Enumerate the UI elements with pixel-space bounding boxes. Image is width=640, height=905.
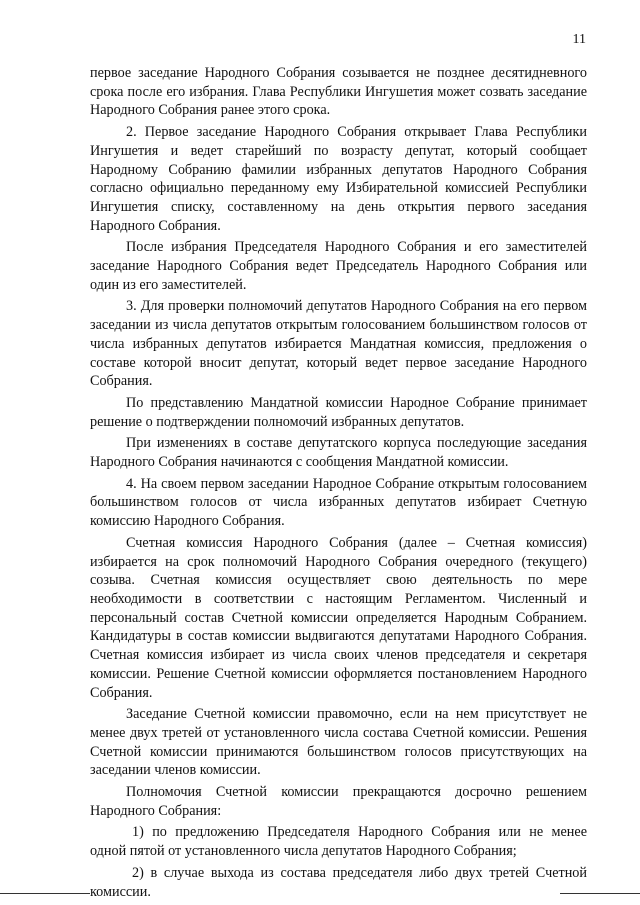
paragraph: При изменениях в составе депутатского корпуса последующие заседания Народного Собрания начинаются с сообщения Мандатной комиссии.: [90, 435, 587, 471]
paragraph: Счетная комиссия Народного Собрания (далее – Счетная комиссия) избирается на срок полномочий Народного Собрания очередного (текущего) созыва. Счетная комиссия осуществляет свою деятельность по мере необходимости в соответствии с настоящим Регламентом. Численный и персональный состав Счетной комиссии определяется Народным Собранием. Кандидатуры в состав комиссии выдвигаются депутатами Народного Собрания. Счетная комиссия избирает из числа своих членов председателя и секретаря комиссии. Решение Счетной комиссии оформляется постановлением Народного Собрания.: [90, 534, 587, 701]
paragraph: 3. Для проверки полномочий депутатов Народного Собрания на его первом заседании из числа депутатов открытым голосованием большинством голосов от числа избранных депутатов избирается Мандатная комиссия, предложения о составе которой вносит депутат, который ведет первое заседание Народного Собрания.: [90, 298, 587, 390]
paragraph: Полномочия Счетной комиссии прекращаются досрочно решением Народного Собрания:: [90, 784, 587, 819]
scan-edge-line: [560, 893, 640, 894]
paragraph: По представлению Мандатной комиссии Народное Собрание принимает решение о подтверждении полномочий избранных депутатов.: [90, 394, 587, 430]
paragraph: 4. На своем первом заседании Народное Собрание открытым голосованием большинством голосов от числа избранных депутатов избирает Счетную комиссию Народного Собрания.: [90, 475, 587, 530]
page-number: 11: [572, 32, 586, 47]
list-item: 2) в случае выхода из состава председателя либо двух третей Счетной комиссии.: [90, 864, 587, 900]
list-item: 1) по предложению Председателя Народного Собрания или не менее одной пятой от установленного числа депутатов Народного Собрания;: [90, 824, 587, 860]
paragraph: первое заседание Народного Собрания созывается не позднее десятидневного срока после его избрания. Глава Республики Ингушетия может созвать заседание Народного Собрания ранее этого срока.: [90, 65, 587, 119]
scan-edge-line: [0, 893, 90, 894]
paragraph: Заседание Счетной комиссии правомочно, если на нем присутствует не менее двух третей от установленного числа состава Счетной комиссии. Решения Счетной комиссии принимаются большинством голосов присутствующих на заседании членов комиссии.: [90, 706, 587, 779]
document-body: [90, 64, 587, 904]
paragraph: 2. Первое заседание Народного Собрания открывает Глава Республики Ингушетия и ведет старейший по возрасту депутат, который сообщает Народному Собранию фамилии избранных депутатов Народного Собрания согласно официально переданному ему Избирательной комиссией Республики Ингушетия списку, составленному на день открытия первого заседания Народного Собрания.: [90, 124, 587, 234]
paragraph: После избрания Председателя Народного Собрания и его заместителей заседание Народного Собрания ведет Председатель Народного Собрания или один из его заместителей.: [90, 239, 587, 293]
